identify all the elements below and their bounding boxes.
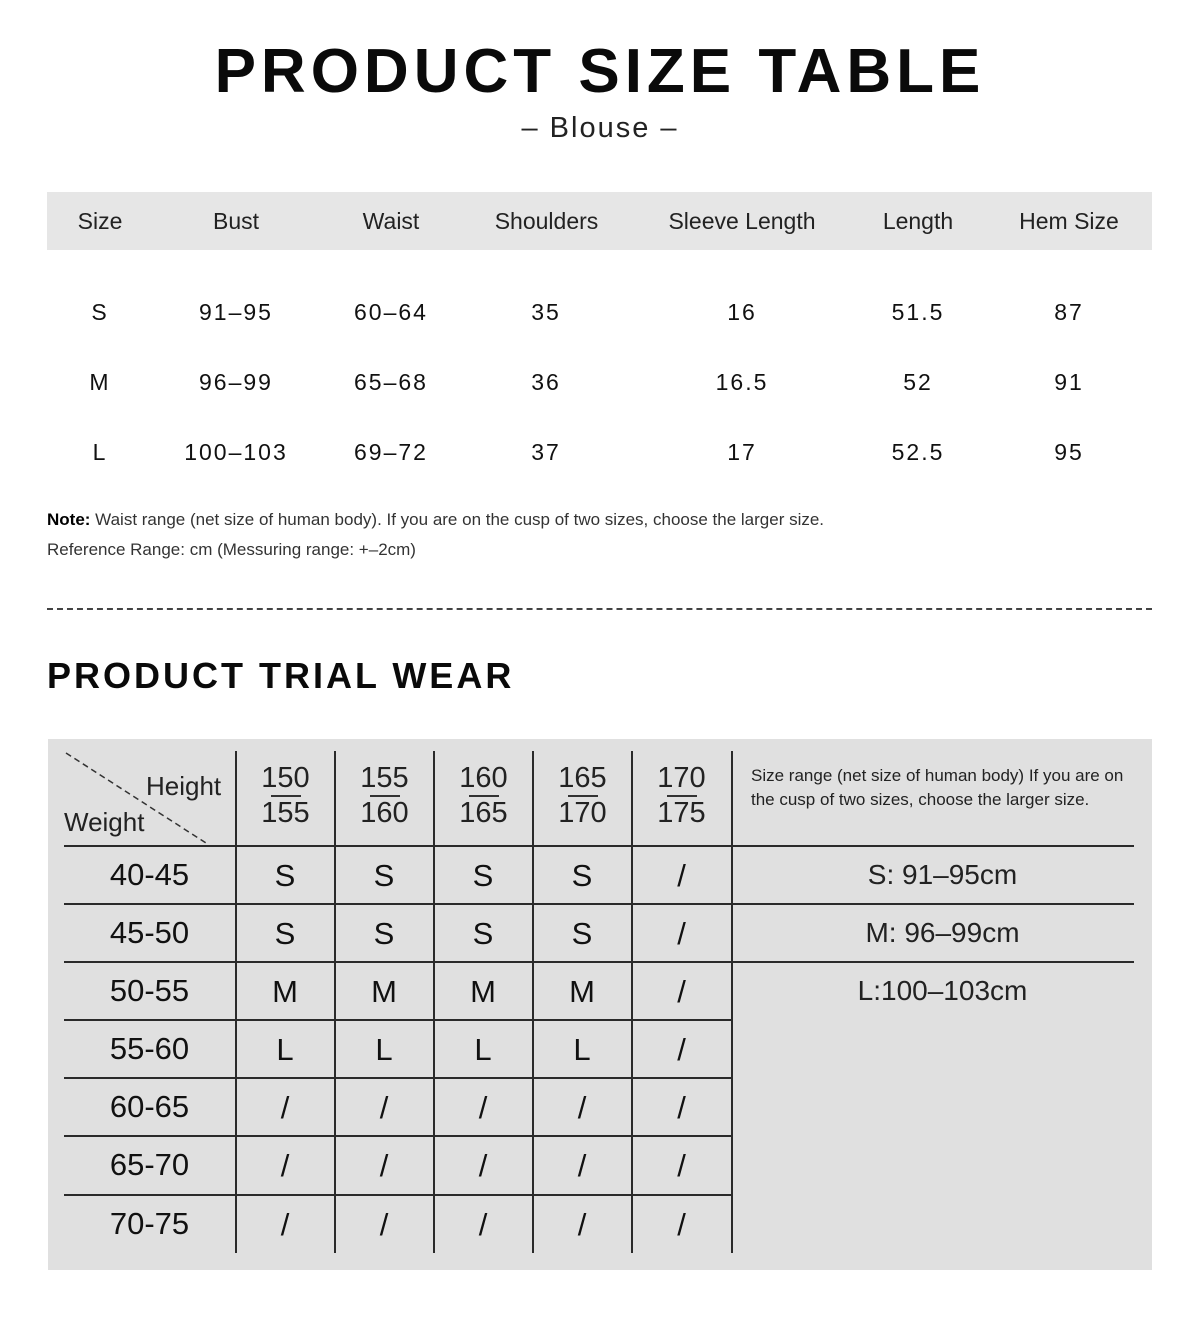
size-cell: S xyxy=(472,858,494,893)
note-label: Note: xyxy=(47,510,91,529)
page-title: PRODUCT SIZE TABLE xyxy=(214,37,986,106)
table-cell: 60–64 xyxy=(354,299,428,325)
size-cell: S xyxy=(472,916,494,951)
weight-label: 55-60 xyxy=(109,1031,190,1066)
column-header: Hem Size xyxy=(1019,208,1119,234)
size-cell: / xyxy=(677,1207,686,1242)
height-header xyxy=(533,762,632,830)
size-cell: L xyxy=(276,1032,294,1067)
size-note xyxy=(47,508,824,532)
table-cell: 95 xyxy=(1054,439,1084,465)
table-cell: 16 xyxy=(727,299,757,325)
weight-label: 45-50 xyxy=(109,915,190,950)
height-header xyxy=(632,762,731,830)
table-cell: 35 xyxy=(531,299,561,325)
size-table-header xyxy=(47,192,1152,250)
size-cell: S xyxy=(571,916,593,951)
size-cell: / xyxy=(677,916,686,951)
height-from: 150 xyxy=(261,762,310,794)
size-cell: S xyxy=(274,858,296,893)
size-cell: / xyxy=(280,1148,290,1183)
weight-label: 70-75 xyxy=(109,1206,190,1241)
height-from: 165 xyxy=(558,762,607,794)
measurement-label: M: 96–99cm xyxy=(865,917,1020,948)
height-from: 155 xyxy=(360,762,409,794)
table-cell: 37 xyxy=(531,439,561,465)
table-cell: 17 xyxy=(727,439,757,465)
measurement-label: S: 91–95cm xyxy=(867,859,1018,890)
column-header: Shoulders xyxy=(494,208,599,234)
table-cell: 96–99 xyxy=(199,369,273,395)
table-cell: 91–95 xyxy=(199,299,273,325)
size-cell: L xyxy=(573,1032,591,1067)
height-to: 155 xyxy=(261,797,310,829)
weight-label: 50-55 xyxy=(109,973,190,1008)
trial-wear-title: PRODUCT TRIAL WEAR xyxy=(47,655,515,696)
size-cell: S xyxy=(373,916,395,951)
height-header xyxy=(236,762,335,830)
column-header: Length xyxy=(882,208,954,234)
size-cell: / xyxy=(677,1090,686,1125)
size-cell: / xyxy=(280,1207,290,1242)
column-header: Sleeve Length xyxy=(668,208,816,234)
size-cell: L xyxy=(375,1032,393,1067)
table-cell: 69–72 xyxy=(354,439,428,465)
height-to: 165 xyxy=(459,797,508,829)
size-cell: / xyxy=(379,1207,389,1242)
size-cell: / xyxy=(379,1090,389,1125)
size-cell: / xyxy=(677,858,686,893)
height-from: 170 xyxy=(657,762,706,794)
size-cell: / xyxy=(478,1090,488,1125)
table-cell: 16.5 xyxy=(715,369,769,395)
table-cell: 36 xyxy=(531,369,561,395)
table-cell: M xyxy=(89,369,111,395)
section-divider xyxy=(47,608,1152,610)
corner-weight-label: Weight xyxy=(64,807,145,837)
height-to: 170 xyxy=(558,797,607,829)
size-cell: / xyxy=(478,1148,488,1183)
size-cell: / xyxy=(379,1148,389,1183)
note-text: Waist range (net size of human body). If you are on the cusp of two sizes, choose the larger size. xyxy=(90,510,825,529)
trial-wear-table xyxy=(48,739,1152,1270)
table-cell: 91 xyxy=(1054,369,1084,395)
column-header: Size xyxy=(77,208,123,234)
table-cell: L xyxy=(92,439,108,465)
size-cell: / xyxy=(478,1207,488,1242)
size-cell: L xyxy=(474,1032,492,1067)
weight-label: 40-45 xyxy=(109,857,190,892)
column-header: Bust xyxy=(212,208,260,234)
size-cell: S xyxy=(571,858,593,893)
size-cell: / xyxy=(280,1090,290,1125)
table-cell: S xyxy=(91,299,109,325)
size-range-note: Size range (net size of human body) If you are on the cusp of two sizes, choose the larger size. xyxy=(751,766,1124,809)
height-to: 175 xyxy=(657,797,706,829)
size-cell: / xyxy=(677,1032,686,1067)
weight-label: 60-65 xyxy=(109,1089,190,1124)
size-cell: S xyxy=(274,916,296,951)
table-row xyxy=(47,292,1152,332)
table-cell: 52 xyxy=(903,369,933,395)
page-subtitle: – Blouse – xyxy=(521,112,679,144)
size-cell: M xyxy=(569,974,595,1009)
size-cell: M xyxy=(272,974,298,1009)
size-cell: / xyxy=(577,1207,587,1242)
size-cell: / xyxy=(677,974,686,1009)
table-cell: 51.5 xyxy=(891,299,945,325)
height-header xyxy=(434,762,533,830)
table-cell: 65–68 xyxy=(354,369,428,395)
table-row xyxy=(47,362,1152,402)
size-cell: / xyxy=(677,1148,686,1183)
size-cell: M xyxy=(371,974,397,1009)
height-header xyxy=(335,762,434,830)
height-to: 160 xyxy=(360,797,409,829)
table-row xyxy=(47,432,1152,472)
corner-height-label: Height xyxy=(146,771,222,801)
size-cell: / xyxy=(577,1090,587,1125)
weight-label: 65-70 xyxy=(109,1147,190,1182)
size-cell: S xyxy=(373,858,395,893)
column-header: Waist xyxy=(362,208,420,234)
size-cell: / xyxy=(577,1148,587,1183)
table-cell: 52.5 xyxy=(891,439,945,465)
table-cell: 100–103 xyxy=(184,439,288,465)
size-cell: M xyxy=(470,974,496,1009)
measurement-label: L:100–103cm xyxy=(857,975,1028,1006)
reference-note: Reference Range: cm (Messuring range: +–2cm) xyxy=(47,540,416,559)
table-cell: 87 xyxy=(1054,299,1084,325)
height-from: 160 xyxy=(459,762,508,794)
